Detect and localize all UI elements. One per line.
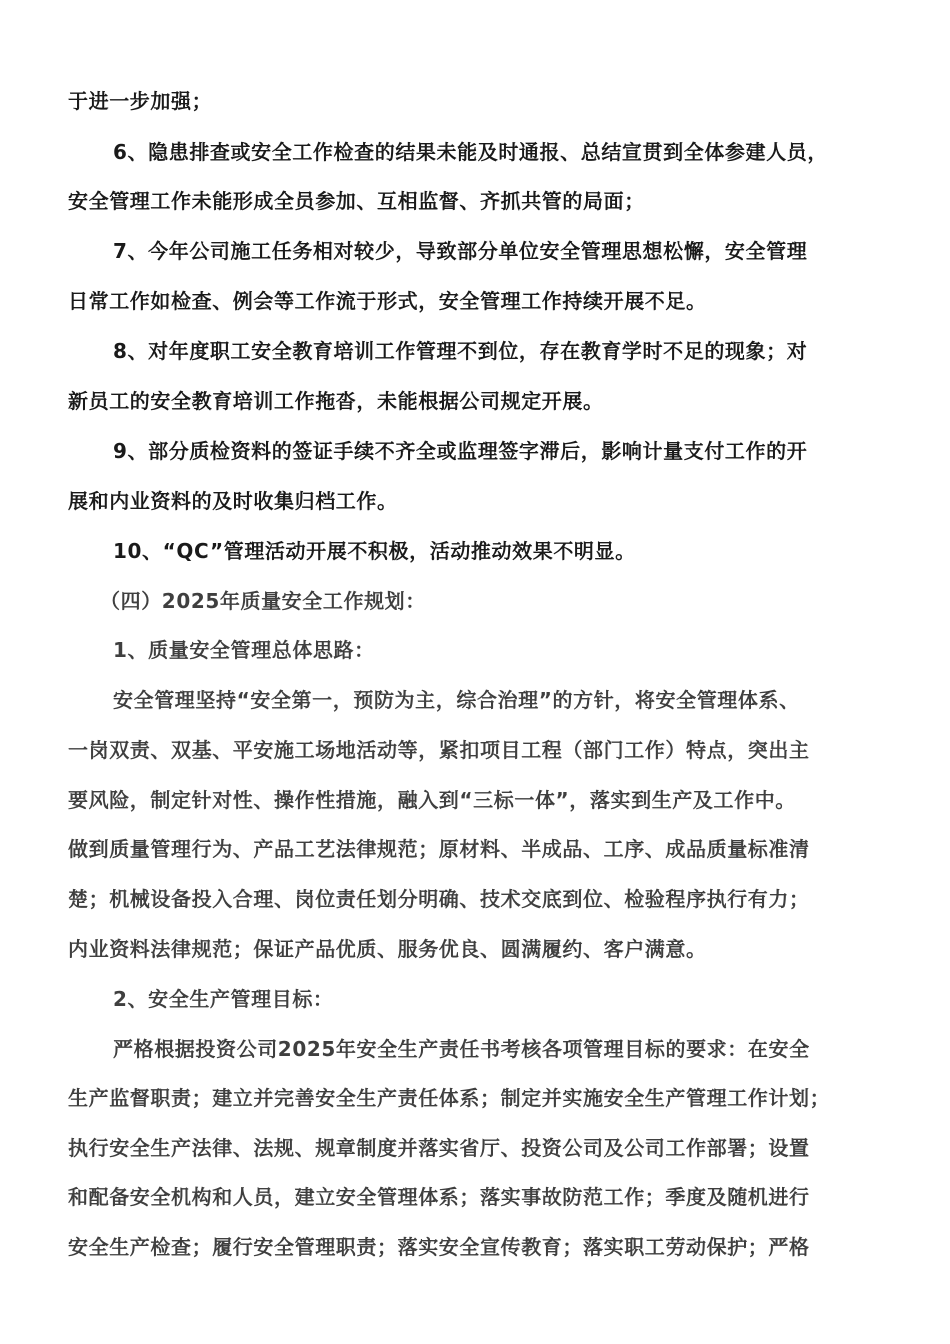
paragraph-line: 于进一步加强；: [68, 89, 213, 113]
list-item-10-line: 10、“QC”管理活动开展不积极，活动推动效果不明显。: [113, 539, 636, 563]
paragraph-line: 要风险，制定针对性、操作性措施，融入到“三标一体”，落实到生产及工作中。: [68, 788, 796, 812]
paragraph-line: 做到质量管理行为、产品工艺法律规范；原材料、半成品、工序、成品质量标准清: [68, 837, 810, 861]
paragraph-line: 安全管理坚持“安全第一，预防为主，综合治理”的方针，将安全管理体系、: [113, 688, 800, 712]
list-item-9-line: 9、部分质检资料的签证手续不齐全或监理签字滞后，影响计量支付工作的开: [113, 439, 808, 463]
list-item-9-line: 展和内业资料的及时收集归档工作。: [68, 489, 398, 513]
list-item-7-line: 日常工作如检查、例会等工作流于形式，安全管理工作持续开展不足。: [68, 289, 707, 313]
list-item-6-line: 6、隐患排查或安全工作检查的结果未能及时通报、总结宣贯到全体参建人员，: [113, 140, 828, 164]
subsection-heading: 1、质量安全管理总体思路：: [113, 638, 375, 662]
paragraph-line: 生产监督职责；建立并完善安全生产责任体系；制定并实施安全生产管理工作计划；: [68, 1086, 831, 1110]
subsection-heading: 2、安全生产管理目标：: [113, 987, 334, 1011]
paragraph-line: 内业资料法律规范；保证产品优质、服务优良、圆满履约、客户满意。: [68, 937, 707, 961]
list-item-8-line: 新员工的安全教育培训工作拖沓，未能根据公司规定开展。: [68, 389, 604, 413]
section-heading: （四）2025年质量安全工作规划：: [100, 589, 426, 613]
list-item-8-line: 8、对年度职工安全教育培训工作管理不到位，存在教育学时不足的现象；对: [113, 339, 808, 363]
paragraph-line: 一岗双责、双基、平安施工场地活动等，紧扣项目工程（部门工作）特点，突出主: [68, 738, 810, 762]
paragraph-line: 执行安全生产法律、法规、规章制度并落实省厅、投资公司及公司工作部署；设置: [68, 1136, 810, 1160]
list-item-6-line: 安全管理工作未能形成全员参加、互相监督、齐抓共管的局面；: [68, 189, 645, 213]
paragraph-line: 和配备安全机构和人员，建立安全管理体系；落实事故防范工作；季度及随机进行: [68, 1185, 810, 1209]
list-item-7-line: 7、今年公司施工任务相对较少，导致部分单位安全管理思想松懈，安全管理: [113, 239, 808, 263]
paragraph-line: 安全生产检查；履行安全管理职责；落实安全宣传教育；落实职工劳动保护；严格: [68, 1235, 810, 1259]
paragraph-line: 楚；机械设备投入合理、岗位责任划分明确、技术交底到位、检验程序执行有力；: [68, 887, 810, 911]
paragraph-line: 严格根据投资公司2025年安全生产责任书考核各项管理目标的要求：在安全: [113, 1037, 810, 1061]
